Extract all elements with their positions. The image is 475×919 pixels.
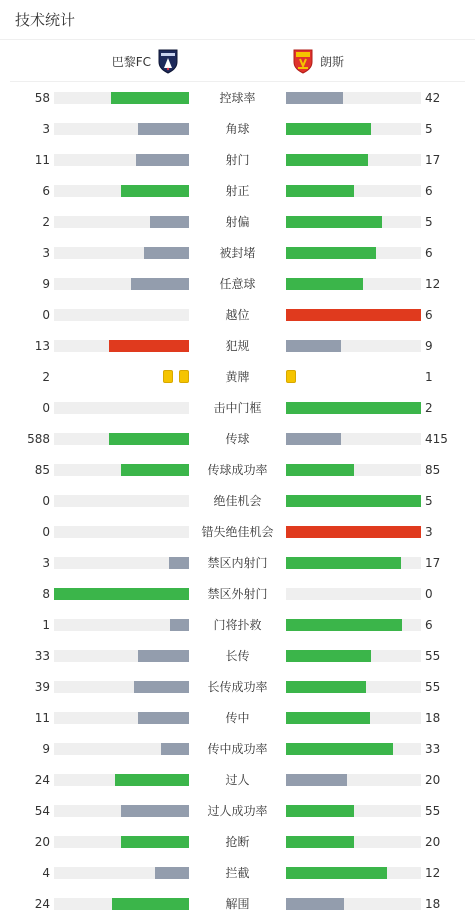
home-team[interactable] [112, 48, 179, 74]
away-stat-value: 55 [425, 804, 441, 818]
home-stat-bar [54, 123, 189, 135]
home-stat-value: 2 [42, 370, 50, 384]
page-header [0, 0, 475, 40]
away-stat-bar-fill [286, 712, 370, 724]
stat-row [0, 485, 475, 516]
home-stat-bar-fill [109, 433, 189, 445]
stat-row [0, 299, 475, 330]
away-team-name: 朗斯 [320, 54, 345, 69]
away-stat-bar [286, 278, 421, 290]
home-stat-value: 1 [42, 618, 50, 632]
home-stat-bar-fill [161, 743, 189, 755]
away-stat-bar-fill [286, 743, 393, 755]
stat-label: 黄牌 [225, 370, 250, 384]
stat-row [0, 609, 475, 640]
stat-label: 传球 [225, 432, 250, 446]
stat-row [0, 113, 475, 144]
stat-label: 射正 [225, 184, 250, 198]
away-stat-bar [286, 774, 421, 786]
home-stat-bar [54, 309, 189, 321]
home-stat-value: 11 [34, 153, 50, 167]
home-stat-bar-fill [54, 588, 189, 600]
stat-row [0, 702, 475, 733]
away-stat-bar-fill [286, 774, 347, 786]
stat-label: 门将扑救 [213, 618, 262, 632]
home-stat-bar [54, 805, 189, 817]
away-stat-bar [286, 247, 421, 259]
away-stat-value: 12 [425, 277, 441, 291]
home-stat-bar-fill [131, 278, 189, 290]
away-stat-value: 5 [425, 122, 433, 136]
home-stat-bar-fill [138, 123, 189, 135]
stat-row [0, 268, 475, 299]
stat-row [0, 671, 475, 702]
home-stat-bar [54, 650, 189, 662]
away-stat-bar-fill [286, 185, 354, 197]
home-stat-value: 39 [34, 680, 50, 694]
teams-bar [10, 40, 465, 82]
away-stat-bar-fill [286, 650, 371, 662]
home-stat-bar [54, 526, 189, 538]
away-stat-bar-fill [286, 433, 341, 445]
away-stat-bar-fill [286, 247, 376, 259]
stat-row [0, 361, 475, 392]
away-stat-bar [286, 123, 421, 135]
home-stat-bar [54, 898, 189, 910]
stat-row [0, 826, 475, 857]
away-stat-value: 5 [425, 494, 433, 508]
home-stat-value: 9 [42, 742, 50, 756]
home-stat-bar [54, 278, 189, 290]
home-stat-bar [54, 619, 189, 631]
stat-row [0, 795, 475, 826]
stat-row [0, 392, 475, 423]
home-stat-bar [54, 402, 189, 414]
home-stat-bar [54, 185, 189, 197]
away-stat-value: 18 [425, 897, 441, 911]
away-stat-bar-fill [286, 309, 421, 321]
away-yellow-card-icon [286, 370, 296, 383]
away-stat-bar-fill [286, 216, 382, 228]
stat-row [0, 547, 475, 578]
home-stat-bar-fill [121, 805, 189, 817]
home-stat-value: 3 [42, 122, 50, 136]
away-stat-bar [286, 805, 421, 817]
stat-row [0, 144, 475, 175]
stat-row [0, 82, 475, 113]
home-yellow-card-icon [179, 370, 189, 383]
away-stat-bar-fill [286, 898, 344, 910]
stat-label: 传中成功率 [207, 742, 268, 756]
away-stat-value: 9 [425, 339, 433, 353]
away-stat-value: 20 [425, 773, 441, 787]
home-stat-bar [54, 216, 189, 228]
home-stat-bar [54, 681, 189, 693]
home-stat-bar-fill [136, 154, 189, 166]
away-stat-bar [286, 588, 421, 600]
away-stat-value: 85 [425, 463, 441, 477]
home-stat-bar [54, 588, 189, 600]
home-stat-value: 9 [42, 277, 50, 291]
home-team-name: 巴黎FC [111, 54, 151, 69]
home-stat-bar [54, 92, 189, 104]
away-stat-bar [286, 154, 421, 166]
home-stat-value: 54 [34, 804, 50, 818]
away-stat-value: 3 [425, 525, 433, 539]
away-stat-value: 12 [425, 866, 441, 880]
away-stat-value: 42 [425, 91, 441, 105]
away-stat-bar [286, 619, 421, 631]
home-stat-bar-fill [134, 681, 189, 693]
stat-row [0, 423, 475, 454]
stat-label: 射偏 [225, 215, 250, 229]
away-stat-bar-fill [286, 805, 354, 817]
stat-label: 绝佳机会 [213, 494, 262, 508]
stat-label: 禁区内射门 [207, 556, 268, 570]
stat-row [0, 175, 475, 206]
stat-label: 被封堵 [219, 246, 256, 260]
away-stat-bar [286, 464, 421, 476]
home-stat-value: 2 [42, 215, 50, 229]
away-stat-bar-fill [286, 557, 401, 569]
home-stat-bar-fill [155, 867, 189, 879]
away-stat-value: 415 [425, 432, 448, 446]
away-stat-bar-fill [286, 836, 354, 848]
home-stat-value: 4 [42, 866, 50, 880]
away-stat-value: 55 [425, 649, 441, 663]
away-team[interactable] [292, 48, 344, 74]
home-stat-bar [54, 774, 189, 786]
away-stat-bar-fill [286, 123, 371, 135]
stat-row [0, 237, 475, 268]
away-stat-bar-fill [286, 867, 387, 879]
away-stat-value: 17 [425, 153, 441, 167]
away-stat-value: 6 [425, 246, 433, 260]
home-stat-value: 11 [34, 711, 50, 725]
stat-label: 过人成功率 [207, 804, 268, 818]
home-stat-value: 0 [42, 494, 50, 508]
stat-row [0, 764, 475, 795]
stat-label: 禁区外射门 [207, 587, 268, 601]
home-stat-bar [54, 433, 189, 445]
away-stat-bar [286, 650, 421, 662]
stat-label: 射门 [225, 153, 250, 167]
stat-label: 抢断 [225, 835, 250, 849]
away-stat-bar [286, 495, 421, 507]
stat-row [0, 888, 475, 919]
stat-label: 传中 [225, 711, 250, 725]
stat-label: 任意球 [219, 277, 256, 291]
home-stat-value: 0 [42, 401, 50, 415]
home-stat-bar [54, 867, 189, 879]
away-stat-bar-fill [286, 402, 421, 414]
stat-row [0, 330, 475, 361]
away-stat-bar [286, 836, 421, 848]
away-stat-bar-fill [286, 278, 363, 290]
away-stat-bar-fill [286, 92, 343, 104]
away-stat-value: 55 [425, 680, 441, 694]
stat-row [0, 857, 475, 888]
home-stat-bar-fill [109, 340, 189, 352]
home-stat-value: 3 [42, 556, 50, 570]
home-stat-bar [54, 712, 189, 724]
away-stat-bar-fill [286, 340, 341, 352]
page-title: 技术统计 [15, 11, 76, 29]
away-stat-bar-fill [286, 526, 421, 538]
home-stat-value: 8 [42, 587, 50, 601]
stat-label: 长传成功率 [207, 680, 268, 694]
home-stat-bar [54, 247, 189, 259]
paris-fc-crest-icon [157, 48, 179, 74]
home-stat-value: 24 [34, 897, 50, 911]
stat-label: 犯规 [225, 339, 250, 353]
rc-lens-crest-icon [292, 48, 314, 74]
home-stat-bar-fill [144, 247, 189, 259]
away-stat-bar [286, 526, 421, 538]
home-stat-value: 20 [34, 835, 50, 849]
stat-label: 拦截 [225, 866, 250, 880]
away-stat-bar [286, 898, 421, 910]
stat-label: 击中门框 [213, 401, 262, 415]
away-stat-value: 18 [425, 711, 441, 725]
home-stat-value: 33 [34, 649, 50, 663]
away-stat-value: 17 [425, 556, 441, 570]
away-stat-bar [286, 340, 421, 352]
home-stat-bar [54, 154, 189, 166]
home-stat-bar-fill [138, 712, 189, 724]
home-stat-bar-fill [111, 92, 189, 104]
home-stat-value: 588 [27, 432, 50, 446]
away-stat-value: 6 [425, 308, 433, 322]
home-stat-bar-fill [121, 836, 189, 848]
away-stat-bar-fill [286, 495, 421, 507]
stat-label: 错失绝佳机会 [201, 525, 274, 539]
home-stat-bar [54, 557, 189, 569]
home-stat-value: 58 [34, 91, 50, 105]
home-stat-value: 3 [42, 246, 50, 260]
home-stat-value: 24 [34, 773, 50, 787]
stat-row [0, 454, 475, 485]
home-stat-bar-fill [115, 774, 189, 786]
stat-label: 传球成功率 [207, 463, 268, 477]
home-stat-bar-fill [121, 185, 189, 197]
stat-row [0, 516, 475, 547]
away-stat-bar [286, 743, 421, 755]
home-stat-value: 0 [42, 308, 50, 322]
away-stat-bar [286, 92, 421, 104]
away-stat-value: 0 [425, 587, 433, 601]
away-stat-value: 5 [425, 215, 433, 229]
away-stat-value: 2 [425, 401, 433, 415]
away-stat-value: 20 [425, 835, 441, 849]
away-stat-bar-fill [286, 681, 366, 693]
away-stat-value: 6 [425, 618, 433, 632]
stat-label: 角球 [225, 122, 250, 136]
stat-row [0, 733, 475, 764]
stat-label: 控球率 [219, 91, 256, 105]
home-stat-bar [54, 340, 189, 352]
away-stat-bar-fill [286, 619, 402, 631]
home-stat-bar-fill [112, 898, 189, 910]
stat-label: 长传 [225, 649, 250, 663]
stat-label: 解围 [225, 897, 250, 911]
away-stat-value: 6 [425, 184, 433, 198]
home-stat-bar [54, 743, 189, 755]
home-stat-bar [54, 464, 189, 476]
home-stat-value: 13 [34, 339, 50, 353]
away-stat-value: 33 [425, 742, 441, 756]
home-stat-bar-fill [150, 216, 189, 228]
away-stat-bar [286, 216, 421, 228]
stat-label: 过人 [225, 773, 250, 787]
away-stat-bar [286, 557, 421, 569]
away-stat-bar [286, 402, 421, 414]
home-stat-bar-fill [170, 619, 189, 631]
away-stat-bar [286, 712, 421, 724]
stat-row [0, 206, 475, 237]
home-stat-bar-fill [138, 650, 189, 662]
home-stat-value: 6 [42, 184, 50, 198]
away-stat-bar [286, 433, 421, 445]
stat-row [0, 578, 475, 609]
home-stat-bar [54, 836, 189, 848]
home-stat-bar [54, 495, 189, 507]
away-stat-bar [286, 681, 421, 693]
away-stat-bar [286, 867, 421, 879]
stats-list [0, 82, 475, 919]
away-stat-bar-fill [286, 154, 368, 166]
home-stat-value: 85 [34, 463, 50, 477]
stat-row [0, 640, 475, 671]
home-stat-bar-fill [121, 464, 189, 476]
home-yellow-card-icon [163, 370, 173, 383]
away-stat-bar [286, 185, 421, 197]
away-stat-bar-fill [286, 464, 354, 476]
home-stat-value: 0 [42, 525, 50, 539]
home-stat-bar-fill [169, 557, 189, 569]
away-stat-bar [286, 309, 421, 321]
away-stat-value: 1 [425, 370, 433, 384]
stat-label: 越位 [225, 308, 250, 322]
